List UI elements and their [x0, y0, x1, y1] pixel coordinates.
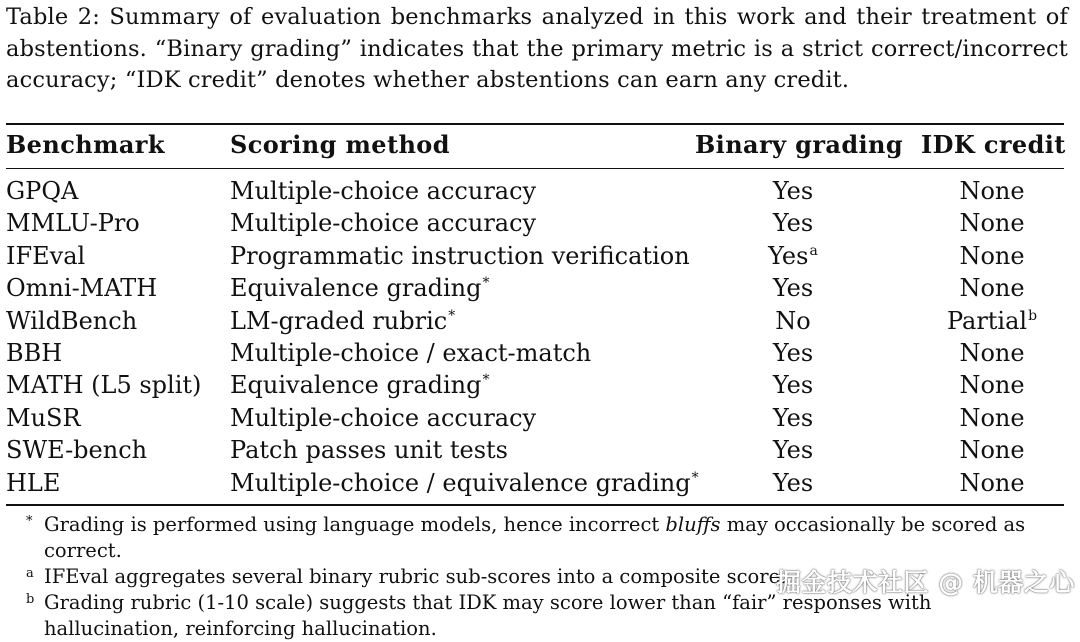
cell-scoring-method	[230, 175, 536, 207]
table-header-rule	[6, 168, 1064, 169]
cell-idk-credit	[916, 434, 1068, 466]
cell-binary-grading-text: Yes	[772, 338, 814, 367]
cell-idk-credit-text: None	[959, 177, 1025, 205]
cell-scoring-method	[230, 434, 508, 466]
cell-benchmark	[6, 369, 201, 401]
cell-scoring-method-text: Multiple-choice accuracy	[230, 403, 537, 432]
cell-idk-credit-text: None	[959, 209, 1025, 238]
cell-scoring-method-text: Multiple-choice accuracy	[230, 209, 537, 238]
footnote-mark: *	[26, 514, 33, 529]
cell-binary-grading	[713, 175, 873, 207]
footnote-emphasis: bluffs	[665, 513, 721, 536]
cell-scoring-method-text: Equivalence grading	[230, 371, 482, 400]
cell-scoring-method	[230, 337, 591, 369]
footnote-mark: a	[26, 566, 34, 581]
cell-idk-credit-text: None	[959, 274, 1025, 303]
cell-idk-credit-text: None	[959, 436, 1025, 465]
cell-idk-credit	[916, 305, 1068, 337]
cell-binary-grading	[713, 272, 873, 304]
cell-benchmark-text: MATH (L5 split)	[6, 371, 202, 400]
footnote-text: Grading rubric (1-10 scale) suggests that IDK may score lower than “fair” responses with hallucination, reinforcing hallucination.	[44, 591, 932, 640]
header-benchmark: Benchmark	[6, 130, 165, 159]
cell-scoring-method	[230, 369, 490, 401]
cell-binary-grading-text: No	[775, 306, 811, 335]
cell-idk-credit-text: None	[959, 468, 1025, 497]
cell-binary-grading	[713, 337, 873, 369]
watermark: 掘金技术社区 @ 机器之心	[776, 568, 1075, 597]
cell-binary-grading	[713, 402, 873, 434]
cell-binary-grading-text: Yes	[772, 403, 814, 432]
cell-idk-credit-text: None	[959, 338, 1025, 367]
cell-benchmark-text: IFEval	[6, 241, 86, 270]
footnote	[0, 512, 1066, 564]
cell-binary-grading-text: Yes	[772, 468, 814, 497]
cell-scoring-method-text: Patch passes unit tests	[230, 436, 508, 465]
footnote-mark: b	[26, 592, 35, 607]
cell-benchmark-text: Omni-MATH	[6, 274, 158, 303]
cell-binary-grading	[713, 207, 873, 239]
cell-idk-credit	[916, 402, 1068, 434]
cell-binary-grading	[713, 240, 873, 272]
cell-scoring-method-text: Multiple-choice / equivalence grading	[230, 468, 691, 497]
table-row	[0, 305, 1080, 337]
table-row	[0, 369, 1080, 401]
cell-idk-credit	[916, 337, 1068, 369]
footnote-marker: b	[1028, 307, 1038, 324]
table-row	[0, 175, 1080, 207]
cell-benchmark	[6, 240, 85, 272]
cell-idk-credit	[916, 175, 1068, 207]
footnote-text: Grading is performed using language models, hence incorrect	[44, 513, 666, 536]
cell-scoring-method-text: LM-graded rubric	[230, 306, 448, 335]
cell-idk-credit	[916, 240, 1068, 272]
table-row	[0, 272, 1080, 304]
cell-scoring-method	[230, 272, 490, 304]
cell-benchmark	[6, 434, 147, 466]
footnote-marker: *	[482, 372, 490, 389]
cell-idk-credit-text: Partial	[946, 306, 1028, 335]
table-row	[0, 337, 1080, 369]
cell-idk-credit	[916, 272, 1068, 304]
cell-benchmark	[6, 272, 157, 304]
cell-benchmark	[6, 207, 140, 239]
cell-scoring-method	[230, 305, 455, 337]
cell-idk-credit	[916, 207, 1068, 239]
cell-benchmark	[6, 175, 78, 207]
cell-binary-grading-text: Yes	[772, 274, 814, 303]
cell-benchmark-text: GPQA	[6, 177, 79, 205]
footnote-marker: *	[448, 307, 456, 324]
cell-binary-grading-text: Yes	[772, 209, 814, 238]
cell-binary-grading-text: Yes	[772, 177, 814, 205]
cell-benchmark-text: MMLU-Pro	[6, 209, 140, 238]
cell-idk-credit	[916, 369, 1068, 401]
cell-binary-grading	[713, 467, 873, 499]
cell-binary-grading	[713, 369, 873, 401]
table-row	[0, 207, 1080, 239]
footnote-marker: *	[482, 275, 490, 292]
cell-binary-grading-text: Yes	[772, 371, 814, 400]
cell-benchmark-text: BBH	[6, 338, 63, 367]
table-top-rule	[6, 123, 1064, 125]
header-idk-credit: IDK credit	[921, 130, 1066, 159]
cell-benchmark	[6, 402, 81, 434]
table-caption: Table 2: Summary of evaluation benchmarks analyzed in this work and their treatment of abstentions. “Binary grading” indicates that the primary metric is a strict correct/incorrect accuracy; “IDK credit” denotes whether abstentions can earn any credit.	[6, 4, 1068, 93]
cell-scoring-method-text: Equivalence grading	[230, 274, 482, 303]
table-bottom-rule	[6, 504, 1064, 506]
cell-benchmark-text: WildBench	[6, 306, 138, 335]
table-body	[0, 175, 1080, 499]
footnote-text: IFEval aggregates several binary rubric sub-scores into a composite score.	[44, 565, 787, 588]
table-row	[0, 434, 1080, 466]
cell-idk-credit-text: None	[959, 371, 1025, 400]
cell-binary-grading	[713, 305, 873, 337]
footnote-text-end: may occasionally be scored as correct.	[44, 513, 1026, 562]
cell-binary-grading-text: Yes	[768, 241, 809, 270]
header-scoring-method: Scoring method	[230, 130, 450, 159]
cell-binary-grading-text: Yes	[772, 436, 814, 465]
footnote-marker: a	[809, 242, 818, 259]
cell-benchmark-text: HLE	[6, 468, 61, 497]
cell-benchmark	[6, 305, 137, 337]
cell-benchmark-text: MuSR	[6, 403, 81, 432]
cell-scoring-method-text: Multiple-choice accuracy	[230, 177, 537, 205]
cell-scoring-method	[230, 467, 699, 499]
cell-idk-credit-text: None	[959, 403, 1025, 432]
table-row	[0, 467, 1080, 499]
header-binary-grading: Binary grading	[695, 130, 904, 159]
table-row	[0, 240, 1080, 272]
cell-idk-credit	[916, 467, 1068, 499]
table-row	[0, 402, 1080, 434]
cell-benchmark	[6, 337, 62, 369]
footnote-marker: *	[691, 469, 699, 486]
cell-binary-grading	[713, 434, 873, 466]
cell-scoring-method	[230, 207, 536, 239]
cell-scoring-method	[230, 402, 536, 434]
cell-scoring-method	[230, 240, 690, 272]
cell-idk-credit-text: None	[959, 241, 1025, 270]
cell-scoring-method-text: Programmatic instruction verification	[230, 241, 690, 270]
cell-scoring-method-text: Multiple-choice / exact-match	[230, 338, 592, 367]
cell-benchmark	[6, 467, 60, 499]
cell-benchmark-text: SWE-bench	[6, 436, 148, 465]
